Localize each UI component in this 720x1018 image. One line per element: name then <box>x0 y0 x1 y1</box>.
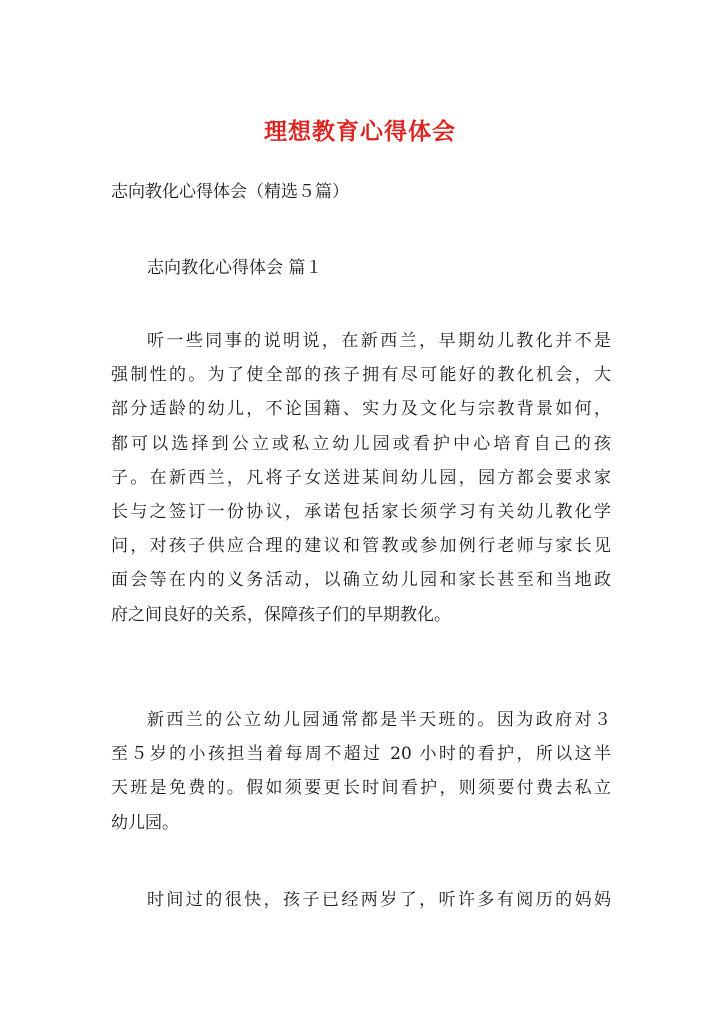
paragraph-line: 强制性的。为了使全部的孩子拥有尽可能好的教化机会，大 <box>111 365 611 386</box>
paragraph-line: 听一些同事的说明说，在新西兰，早期幼儿教化并不是 <box>147 331 611 351</box>
paragraph-line: 面会等在内的义务活动，以确立幼儿园和家长甚至和当地政 <box>111 570 611 591</box>
paragraph-3 <box>111 883 611 917</box>
paragraph-line: 天班是免费的。假如须要更长时间看护，则须要付费去私立 <box>111 778 611 799</box>
paragraph-line: 府之间良好的关系，保障孩子们的早期教化。 <box>111 604 451 625</box>
document-title: 理想教育心得体会 <box>264 118 456 145</box>
paragraph-1 <box>111 324 611 632</box>
paragraph-line: 时间过的很快，孩子已经两岁了，听许多有阅历的妈妈 <box>147 890 611 910</box>
paragraph-line: 子。在新西兰，凡将子女送进某间幼儿园，园方都会要求家 <box>111 467 611 488</box>
paragraph-line: 至５岁的小孩担当着每周不超过 20 小时的看护，所以这半 <box>111 744 611 765</box>
paragraph-2 <box>111 703 611 840</box>
paragraph-line: 都可以选择到公立或私立幼儿园或看护中心培育自己的孩 <box>111 433 611 454</box>
paragraph-line: 幼儿园。 <box>111 812 179 833</box>
document-subtitle: 志向教化心得体会（精选５篇） <box>111 182 349 202</box>
paragraph-line: 问，对孩子供应合理的建议和管教或参加例行老师与家长见 <box>111 536 611 557</box>
paragraph-line: 新西兰的公立幼儿园通常都是半天班的。因为政府对３ <box>147 710 611 730</box>
paragraph-line: 部分适龄的幼儿，不论国籍、实力及文化与宗教背景如何， <box>111 399 611 420</box>
section-heading: 志向教化心得体会 篇１ <box>147 258 323 278</box>
paragraph-line: 长与之签订一份协议，承诺包括家长须学习有关幼儿教化学 <box>111 501 611 522</box>
